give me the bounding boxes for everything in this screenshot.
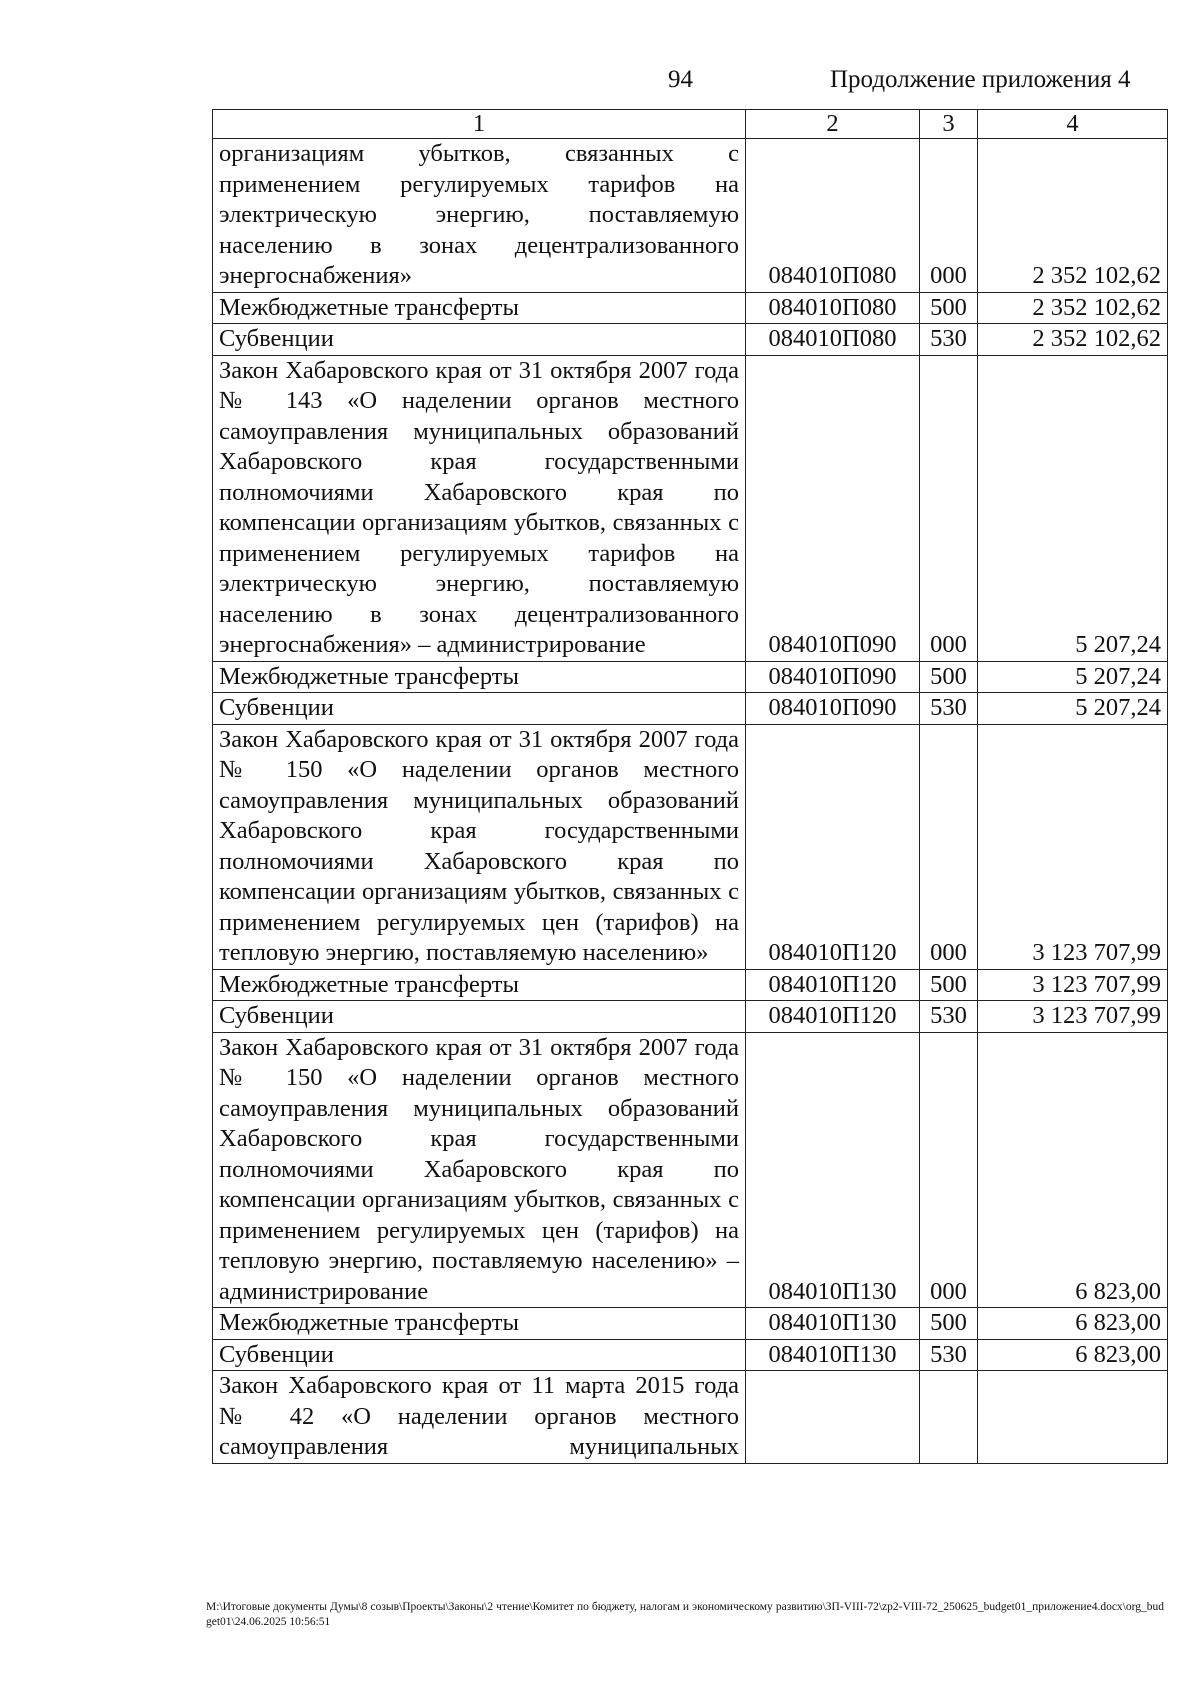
page-number: 94 [668,66,693,93]
table-row [213,1339,1168,1371]
row-target-code: 084010П080 [746,139,920,293]
row-amount: 3 123 707,99 [978,724,1168,969]
row-description: Межбюджетные трансферты [213,969,746,1001]
table-row [213,292,1168,324]
row-amount: 5 207,24 [978,693,1168,725]
footer-file-path: M:\Итоговые документы Думы\8 созыв\Проекты\Законы\2 чтение\Комитет по бюджету, налогам и экономическому развитию\ЗП-VIII-72\zp2-VIII-72_250625_budget01_приложение4.docx\org_budget01\24.06.2025 10:56:51 [206,1601,1164,1628]
table-row [213,1371,1168,1464]
row-description: Закон Хабаровского края от 31 октября 2007 года № 150 «О наделении органов местного самоуправления муниципальных образований Хабаровского края государственными полномочиями Хабаровского края по компенсации организациям убытков, связанных с применением регулируемых цен (тарифов) на тепловую энергию, поставляемую населению» – администрирование [213,1032,746,1308]
row-amount: 6 823,00 [978,1032,1168,1308]
row-description: Закон Хабаровского края от 11 марта 2015 года № 42 «О наделении органов местного самоуправления муниципальных [213,1371,746,1464]
row-description: Закон Хабаровского края от 31 октября 2007 года № 150 «О наделении органов местного самоуправления муниципальных образований Хабаровского края государственными полномочиями Хабаровского края по компенсации организациям убытков, связанных с применением регулируемых цен (тарифов) на тепловую энергию, поставляемую населению» [213,724,746,969]
row-amount: 2 352 102,62 [978,139,1168,293]
row-target-code: 084010П130 [746,1032,920,1308]
table-row [213,1001,1168,1033]
row-amount: 6 823,00 [978,1308,1168,1340]
row-description: Субвенции [213,1339,746,1371]
table-row [213,355,1168,661]
row-expense-type: 500 [920,969,978,1001]
row-amount: 2 352 102,62 [978,324,1168,356]
row-target-code: 084010П130 [746,1339,920,1371]
row-target-code: 084010П080 [746,292,920,324]
row-amount: 5 207,24 [978,355,1168,661]
row-expense-type: 500 [920,1308,978,1340]
column-header: 3 [920,110,978,139]
row-description: Субвенции [213,693,746,725]
budget-table [212,109,1168,1464]
row-expense-type: 500 [920,661,978,693]
row-expense-type [920,1371,978,1464]
table-row [213,324,1168,356]
column-header: 1 [213,110,746,139]
row-target-code: 084010П120 [746,724,920,969]
row-amount: 5 207,24 [978,661,1168,693]
row-expense-type: 000 [920,139,978,293]
table-row [213,139,1168,293]
row-description: Закон Хабаровского края от 31 октября 2007 года № 143 «О наделении органов местного самоуправления муниципальных образований Хабаровского края государственными полномочиями Хабаровского края по компенсации организациям убытков, связанных с применением регулируемых тарифов на электрическую энергию, поставляемую населению в зонах децентрализованного энергоснабжения» – администрирование [213,355,746,661]
row-description: Субвенции [213,324,746,356]
row-target-code: 084010П120 [746,969,920,1001]
table-header-row [213,110,1168,139]
row-target-code: 084010П090 [746,693,920,725]
row-target-code: 084010П120 [746,1001,920,1033]
row-target-code [746,1371,920,1464]
row-target-code: 084010П090 [746,355,920,661]
table-row [213,724,1168,969]
row-description: Межбюджетные трансферты [213,292,746,324]
row-amount: 6 823,00 [978,1339,1168,1371]
row-description: организациям убытков, связанных с применением регулируемых тарифов на электрическую энергию, поставляемую населению в зонах децентрализованного энергоснабжения» [213,139,746,293]
row-amount: 3 123 707,99 [978,969,1168,1001]
row-amount [978,1371,1168,1464]
table-row [213,661,1168,693]
row-description: Межбюджетные трансферты [213,661,746,693]
row-expense-type: 000 [920,724,978,969]
row-amount: 3 123 707,99 [978,1001,1168,1033]
row-amount: 2 352 102,62 [978,292,1168,324]
row-expense-type: 530 [920,1339,978,1371]
continuation-label: Продолжение приложения 4 [830,66,1131,93]
row-target-code: 084010П130 [746,1308,920,1340]
column-header: 2 [746,110,920,139]
table-row [213,969,1168,1001]
column-header: 4 [978,110,1168,139]
row-target-code: 084010П080 [746,324,920,356]
row-expense-type: 530 [920,1001,978,1033]
table-row [213,1308,1168,1340]
row-description: Межбюджетные трансферты [213,1308,746,1340]
row-expense-type: 500 [920,292,978,324]
table-row [213,1032,1168,1308]
row-description: Субвенции [213,1001,746,1033]
table-row [213,693,1168,725]
row-expense-type: 530 [920,324,978,356]
row-expense-type: 530 [920,693,978,725]
row-expense-type: 000 [920,1032,978,1308]
row-expense-type: 000 [920,355,978,661]
row-target-code: 084010П090 [746,661,920,693]
